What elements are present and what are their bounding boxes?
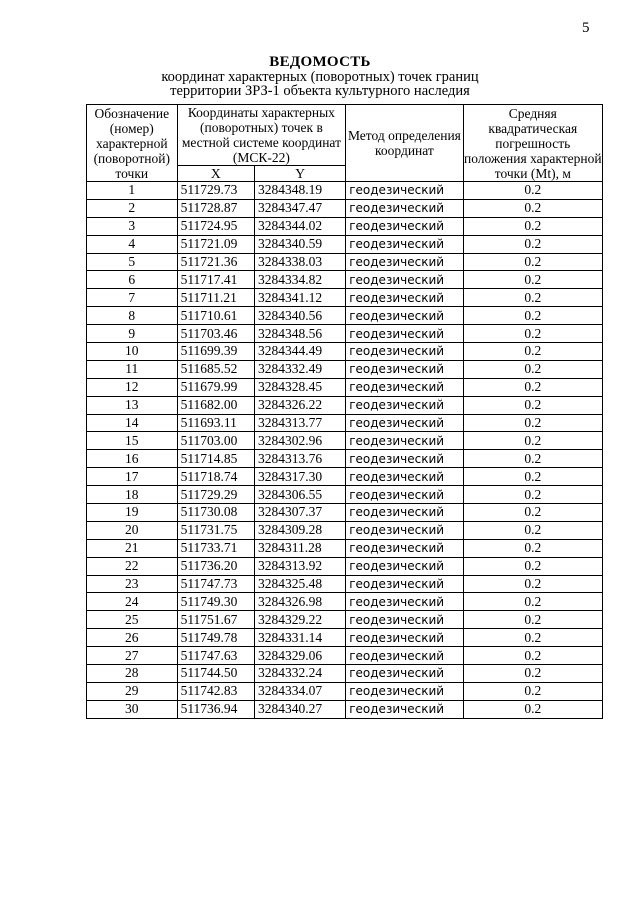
cell-x: 511751.67: [177, 611, 254, 629]
cell-error: 0.2: [463, 682, 602, 700]
cell-point-number: 24: [87, 593, 178, 611]
cell-method: геодезический: [346, 450, 463, 468]
cell-y: 3284307.37: [255, 504, 346, 522]
cell-error: 0.2: [463, 557, 602, 575]
document-title: ВЕДОМОСТЬ: [269, 54, 371, 70]
cell-point-number: 6: [87, 271, 178, 289]
cell-x: 511693.11: [177, 414, 254, 432]
cell-point-number: 26: [87, 629, 178, 647]
table-row: [87, 199, 603, 217]
cell-x: 511736.20: [177, 557, 254, 575]
cell-x: 511699.39: [177, 343, 254, 361]
cell-point-number: 3: [87, 217, 178, 235]
cell-y: 3284329.22: [255, 611, 346, 629]
cell-error: 0.2: [463, 539, 602, 557]
cell-error: 0.2: [463, 360, 602, 378]
cell-x: 511714.85: [177, 450, 254, 468]
cell-method: геодезический: [346, 253, 463, 271]
cell-point-number: 14: [87, 414, 178, 432]
table-row: [87, 468, 603, 486]
cell-y: 3284313.77: [255, 414, 346, 432]
header-coordinates: Координаты характерных (поворотных) точек в местной системе координат (МСК-22): [177, 105, 346, 166]
cell-method: геодезический: [346, 468, 463, 486]
cell-method: геодезический: [346, 575, 463, 593]
cell-method: геодезический: [346, 289, 463, 307]
cell-method: геодезический: [346, 539, 463, 557]
cell-error: 0.2: [463, 289, 602, 307]
cell-x: 511736.94: [177, 700, 254, 718]
cell-point-number: 30: [87, 700, 178, 718]
header-error: Средняя квадратическая погрешность положения характерной точки (Mt), м: [463, 105, 602, 181]
cell-point-number: 22: [87, 557, 178, 575]
cell-error: 0.2: [463, 414, 602, 432]
cell-y: 3284340.27: [255, 700, 346, 718]
table-row: [87, 182, 603, 200]
cell-y: 3284306.55: [255, 486, 346, 504]
table-body: [87, 182, 603, 719]
cell-point-number: 23: [87, 575, 178, 593]
header-method: Метод определения координат: [346, 105, 463, 182]
cell-point-number: 28: [87, 665, 178, 683]
cell-y: 3284325.48: [255, 575, 346, 593]
cell-error: 0.2: [463, 307, 602, 325]
cell-method: геодезический: [346, 432, 463, 450]
cell-method: геодезический: [346, 593, 463, 611]
cell-y: 3284326.22: [255, 396, 346, 414]
cell-x: 511724.95: [177, 217, 254, 235]
cell-method: геодезический: [346, 182, 463, 200]
cell-error: 0.2: [463, 521, 602, 539]
cell-y: 3284313.76: [255, 450, 346, 468]
cell-error: 0.2: [463, 468, 602, 486]
cell-x: 511682.00: [177, 396, 254, 414]
cell-point-number: 18: [87, 486, 178, 504]
cell-point-number: 13: [87, 396, 178, 414]
cell-y: 3284326.98: [255, 593, 346, 611]
cell-x: 511710.61: [177, 307, 254, 325]
cell-method: геодезический: [346, 557, 463, 575]
table-row: [87, 325, 603, 343]
cell-error: 0.2: [463, 235, 602, 253]
table-row: [87, 378, 603, 396]
document-subtitle-line2: территории ЗРЗ-1 объекта культурного наследия: [170, 83, 470, 99]
cell-x: 511733.71: [177, 539, 254, 557]
cell-point-number: 17: [87, 468, 178, 486]
cell-y: 3284328.45: [255, 378, 346, 396]
cell-y: 3284311.28: [255, 539, 346, 557]
header-y: Y: [255, 166, 346, 182]
cell-point-number: 21: [87, 539, 178, 557]
cell-point-number: 2: [87, 199, 178, 217]
table-row: [87, 343, 603, 361]
document-subtitle-line1: координат характерных (поворотных) точек границ: [161, 69, 479, 85]
table-row: [87, 557, 603, 575]
cell-method: геодезический: [346, 378, 463, 396]
cell-error: 0.2: [463, 182, 602, 200]
cell-method: геодезический: [346, 360, 463, 378]
table-row: [87, 432, 603, 450]
cell-x: 511703.00: [177, 432, 254, 450]
cell-x: 511742.83: [177, 682, 254, 700]
cell-point-number: 20: [87, 521, 178, 539]
table-row: [87, 539, 603, 557]
cell-x: 511729.29: [177, 486, 254, 504]
cell-point-number: 5: [87, 253, 178, 271]
cell-point-number: 10: [87, 343, 178, 361]
cell-error: 0.2: [463, 217, 602, 235]
table-row: [87, 700, 603, 718]
cell-y: 3284329.06: [255, 647, 346, 665]
table-row: [87, 217, 603, 235]
cell-point-number: 12: [87, 378, 178, 396]
cell-error: 0.2: [463, 378, 602, 396]
cell-error: 0.2: [463, 486, 602, 504]
cell-error: 0.2: [463, 325, 602, 343]
cell-method: геодезический: [346, 307, 463, 325]
table-row: [87, 450, 603, 468]
cell-x: 511711.21: [177, 289, 254, 307]
table-row: [87, 521, 603, 539]
cell-point-number: 7: [87, 289, 178, 307]
table-row: [87, 235, 603, 253]
cell-error: 0.2: [463, 343, 602, 361]
cell-point-number: 8: [87, 307, 178, 325]
cell-y: 3284334.07: [255, 682, 346, 700]
cell-point-number: 25: [87, 611, 178, 629]
table-row: [87, 647, 603, 665]
table-row: [87, 396, 603, 414]
cell-error: 0.2: [463, 504, 602, 522]
cell-y: 3284344.02: [255, 217, 346, 235]
cell-method: геодезический: [346, 271, 463, 289]
cell-y: 3284331.14: [255, 629, 346, 647]
table-row: [87, 593, 603, 611]
cell-error: 0.2: [463, 611, 602, 629]
table-row: [87, 504, 603, 522]
cell-x: 511730.08: [177, 504, 254, 522]
cell-x: 511728.87: [177, 199, 254, 217]
cell-error: 0.2: [463, 575, 602, 593]
cell-method: геодезический: [346, 629, 463, 647]
cell-x: 511721.36: [177, 253, 254, 271]
cell-y: 3284338.03: [255, 253, 346, 271]
cell-x: 511685.52: [177, 360, 254, 378]
cell-y: 3284348.19: [255, 182, 346, 200]
cell-x: 511731.75: [177, 521, 254, 539]
cell-x: 511749.30: [177, 593, 254, 611]
cell-y: 3284344.49: [255, 343, 346, 361]
table-row: [87, 575, 603, 593]
cell-method: геодезический: [346, 521, 463, 539]
cell-y: 3284347.47: [255, 199, 346, 217]
table-row: [87, 289, 603, 307]
cell-point-number: 4: [87, 235, 178, 253]
table-header: [87, 105, 603, 182]
cell-x: 511718.74: [177, 468, 254, 486]
table-row: [87, 611, 603, 629]
cell-method: геодезический: [346, 414, 463, 432]
cell-error: 0.2: [463, 271, 602, 289]
table-row: [87, 629, 603, 647]
page-number: 5: [582, 20, 590, 36]
coordinates-table: [86, 104, 603, 719]
cell-method: геодезический: [346, 199, 463, 217]
cell-method: геодезический: [346, 504, 463, 522]
cell-method: геодезический: [346, 217, 463, 235]
cell-x: 511721.09: [177, 235, 254, 253]
table-row: [87, 486, 603, 504]
cell-point-number: 1: [87, 182, 178, 200]
cell-method: геодезический: [346, 486, 463, 504]
cell-error: 0.2: [463, 629, 602, 647]
cell-method: геодезический: [346, 647, 463, 665]
cell-error: 0.2: [463, 199, 602, 217]
cell-x: 511749.78: [177, 629, 254, 647]
cell-point-number: 27: [87, 647, 178, 665]
cell-x: 511744.50: [177, 665, 254, 683]
cell-error: 0.2: [463, 593, 602, 611]
cell-x: 511747.73: [177, 575, 254, 593]
header-x: X: [177, 166, 254, 182]
table-row: [87, 271, 603, 289]
cell-x: 511679.99: [177, 378, 254, 396]
cell-method: геодезический: [346, 325, 463, 343]
cell-y: 3284332.49: [255, 360, 346, 378]
cell-error: 0.2: [463, 700, 602, 718]
cell-error: 0.2: [463, 396, 602, 414]
cell-x: 511717.41: [177, 271, 254, 289]
cell-point-number: 15: [87, 432, 178, 450]
cell-x: 511729.73: [177, 182, 254, 200]
cell-method: геодезический: [346, 611, 463, 629]
cell-method: геодезический: [346, 682, 463, 700]
table-row: [87, 360, 603, 378]
cell-y: 3284332.24: [255, 665, 346, 683]
cell-y: 3284341.12: [255, 289, 346, 307]
cell-y: 3284313.92: [255, 557, 346, 575]
table-row: [87, 253, 603, 271]
cell-error: 0.2: [463, 253, 602, 271]
cell-x: 511703.46: [177, 325, 254, 343]
cell-method: геодезический: [346, 700, 463, 718]
cell-point-number: 11: [87, 360, 178, 378]
cell-y: 3284302.96: [255, 432, 346, 450]
cell-error: 0.2: [463, 450, 602, 468]
table-row: [87, 307, 603, 325]
cell-point-number: 29: [87, 682, 178, 700]
cell-x: 511747.63: [177, 647, 254, 665]
cell-y: 3284348.56: [255, 325, 346, 343]
cell-point-number: 16: [87, 450, 178, 468]
cell-method: геодезический: [346, 396, 463, 414]
cell-y: 3284309.28: [255, 521, 346, 539]
table-row: [87, 682, 603, 700]
cell-method: геодезический: [346, 235, 463, 253]
cell-y: 3284340.56: [255, 307, 346, 325]
cell-point-number: 19: [87, 504, 178, 522]
cell-error: 0.2: [463, 432, 602, 450]
cell-method: геодезический: [346, 343, 463, 361]
cell-error: 0.2: [463, 665, 602, 683]
cell-y: 3284334.82: [255, 271, 346, 289]
cell-point-number: 9: [87, 325, 178, 343]
cell-y: 3284340.59: [255, 235, 346, 253]
table-row: [87, 665, 603, 683]
cell-error: 0.2: [463, 647, 602, 665]
cell-y: 3284317.30: [255, 468, 346, 486]
cell-method: геодезический: [346, 665, 463, 683]
header-point-number: Обозначение (номер) характерной (поворотной) точки: [87, 105, 178, 182]
table-row: [87, 414, 603, 432]
